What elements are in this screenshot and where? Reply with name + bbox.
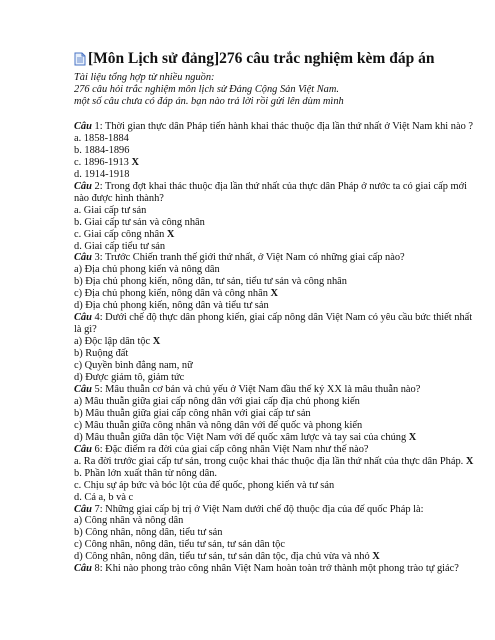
question-label: Câu xyxy=(74,563,92,575)
answer-option-text: c) Quyền bình đẳng nam, nữ xyxy=(74,360,193,372)
answer-option xyxy=(74,336,474,348)
answer-option xyxy=(74,205,474,217)
question-label: Câu xyxy=(74,443,92,455)
answer-option xyxy=(74,527,474,539)
answer-option-text: d. Cả a, b và c xyxy=(74,491,134,503)
question-label: Câu xyxy=(74,180,92,192)
answer-option xyxy=(74,348,474,360)
answer-option-text: a) Công nhân và nông dân xyxy=(74,515,184,527)
question-list xyxy=(74,121,474,575)
answer-option-text: d) Địa chủ phong kiến, nông dân và tiểu tư sản xyxy=(74,300,269,312)
answer-option xyxy=(74,468,474,480)
answer-option-text: c) Công nhân, nông dân, tiểu tư sản, tư sản dân tộc xyxy=(74,539,285,551)
answer-option xyxy=(74,515,474,527)
answer-option xyxy=(74,145,474,157)
answer-option-text: b. Phần lớn xuất thân từ nông dân. xyxy=(74,467,218,479)
answer-option xyxy=(74,420,474,432)
correct-answer-mark: X xyxy=(408,431,417,443)
answer-option-text: b) Công nhân, nông dân, tiểu tư sản xyxy=(74,527,223,539)
question-text xyxy=(74,181,474,205)
answer-option-text: d. Giai cấp tiểu tư sản xyxy=(74,240,166,252)
answer-option-text: d) Công nhân, nông dân, tiểu tư sản, tư sản dân tộc, địa chủ vừa và nhỏ xyxy=(74,551,373,563)
question-body: 6: Đặc điểm ra đời của giai cấp công nhân Việt Nam như thế nào? xyxy=(91,443,369,455)
question-body: 4: Dưới chế độ thực dân phong kiến, giai cấp nông dân Việt Nam có yêu cầu bức thiết nhất là gì? xyxy=(74,312,473,336)
answer-option-text: d) Mâu thuẫn giữa dân tộc Việt Nam với đế quốc xâm lược và tay sai của chúng xyxy=(74,431,409,443)
answer-option-text: a) Địa chủ phong kiến và nông dân xyxy=(74,264,220,276)
answer-option xyxy=(74,276,474,288)
answer-option xyxy=(74,432,474,444)
answer-option-text: a. Ra đời trước giai cấp tư sản, trong cuộc khai thác thuộc địa lần thứ nhất của thực dân Pháp. xyxy=(74,455,466,467)
question-body: 2: Trong đợt khai thác thuộc địa lần thứ nhất của thực dân Pháp ở nước ta có giai cấp mới nào được hình thành? xyxy=(74,180,467,204)
document-title xyxy=(74,50,474,68)
answer-option-text: c) Địa chủ phong kiến, nông dân và công nhân xyxy=(74,288,271,300)
question-body: 7: Những giai cấp bị trị ở Việt Nam dưới chế độ thuộc địa của đế quốc Pháp là: xyxy=(91,503,424,515)
question-text xyxy=(74,252,474,264)
answer-option-text: c) Mâu thuẫn giữa công nhân và nông dân với đế quốc và phong kiến xyxy=(74,419,363,431)
question-body: 3: Trước Chiến tranh thế giới thứ nhất, ở Việt Nam có những giai cấp nào? xyxy=(91,252,405,264)
question-text xyxy=(74,312,474,336)
correct-answer-mark: X xyxy=(152,336,161,348)
correct-answer-mark: X xyxy=(465,455,474,467)
intro-block xyxy=(74,72,474,108)
intro-line: một số câu chưa có đáp án. bạn nào trả lời rồi gửi lên dùm mình xyxy=(74,96,344,107)
question-body: 1: Thời gian thực dân Pháp tiến hành khai thác thuộc địa lần thứ nhất ở Việt Nam khi nào ? xyxy=(91,121,473,132)
answer-option xyxy=(74,551,474,563)
answer-option-text: b) Mâu thuẫn giữa giai cấp công nhân với giai cấp tư sản xyxy=(74,407,311,419)
answer-option-text: c. Chịu sự áp bức và bóc lột của đế quốc, phong kiến và tư sản xyxy=(74,479,335,491)
answer-option xyxy=(74,492,474,504)
correct-answer-mark: X xyxy=(270,288,279,300)
answer-option xyxy=(74,360,474,372)
answer-option-text: d) Được giảm tô, giảm tức xyxy=(74,372,185,384)
question-label: Câu xyxy=(74,312,92,324)
answer-option xyxy=(74,456,474,468)
answer-option-text: b. 1884-1896 xyxy=(74,144,130,156)
answer-option-text: b) Địa chủ phong kiến, nông dân, tư sản, tiểu tư sản và công nhân xyxy=(74,276,347,288)
answer-option xyxy=(74,133,474,145)
document-icon xyxy=(74,52,86,66)
question-body: 5: Mâu thuẫn cơ bản và chủ yếu ở Việt Nam đầu thế kỷ XX là mâu thuẫn nào? xyxy=(91,383,421,395)
answer-option-text: a) Mâu thuẫn giữa giai cấp nông dân với giai cấp địa chủ phong kiến xyxy=(74,395,360,407)
answer-option-text: a. 1858-1884 xyxy=(74,132,129,144)
answer-option xyxy=(74,169,474,181)
answer-option-text: c. Giai cấp công nhân xyxy=(74,228,167,240)
correct-answer-mark: X xyxy=(131,156,139,168)
document-title-text: [Môn Lịch sử đảng]276 câu trắc nghiệm kèm đáp án xyxy=(88,50,435,67)
answer-option-text: a. Giai cấp tư sản xyxy=(74,204,147,216)
answer-option-text: a) Độc lập dân tộc xyxy=(74,336,153,348)
answer-option-text: d. 1914-1918 xyxy=(74,168,130,180)
answer-option xyxy=(74,288,474,300)
document-page xyxy=(74,50,474,575)
question-text xyxy=(74,384,474,396)
answer-option xyxy=(74,539,474,551)
question-text xyxy=(74,563,474,575)
answer-option xyxy=(74,229,474,241)
answer-option xyxy=(74,372,474,384)
answer-option xyxy=(74,157,474,169)
correct-answer-mark: X xyxy=(166,228,175,240)
answer-option-text: c. 1896-1913 xyxy=(74,156,132,168)
answer-option xyxy=(74,480,474,492)
answer-option xyxy=(74,241,474,253)
answer-option xyxy=(74,396,474,408)
question-label: Câu xyxy=(74,383,92,395)
answer-option xyxy=(74,217,474,229)
question-text xyxy=(74,444,474,456)
question-label: Câu xyxy=(74,503,92,515)
intro-line: 276 câu hỏi trắc nghiệm môn lịch sử Đảng Cộng Sản Việt Nam. xyxy=(74,84,339,95)
answer-option xyxy=(74,300,474,312)
question-text xyxy=(74,121,474,133)
question-body: 8: Khi nào phong trào công nhân Việt Nam hoàn toàn trở thành một phong trào tự giác? xyxy=(91,563,459,575)
question-label: Câu xyxy=(74,252,92,264)
question-label: Câu xyxy=(74,121,92,132)
answer-option-text: b) Ruộng đất xyxy=(74,348,129,360)
answer-option-text: b. Giai cấp tư sản và công nhân xyxy=(74,216,205,228)
intro-line: Tài liệu tổng hợp từ nhiều nguồn: xyxy=(74,72,215,83)
answer-option xyxy=(74,408,474,420)
correct-answer-mark: X xyxy=(372,551,380,563)
question-text xyxy=(74,504,474,516)
answer-option xyxy=(74,264,474,276)
